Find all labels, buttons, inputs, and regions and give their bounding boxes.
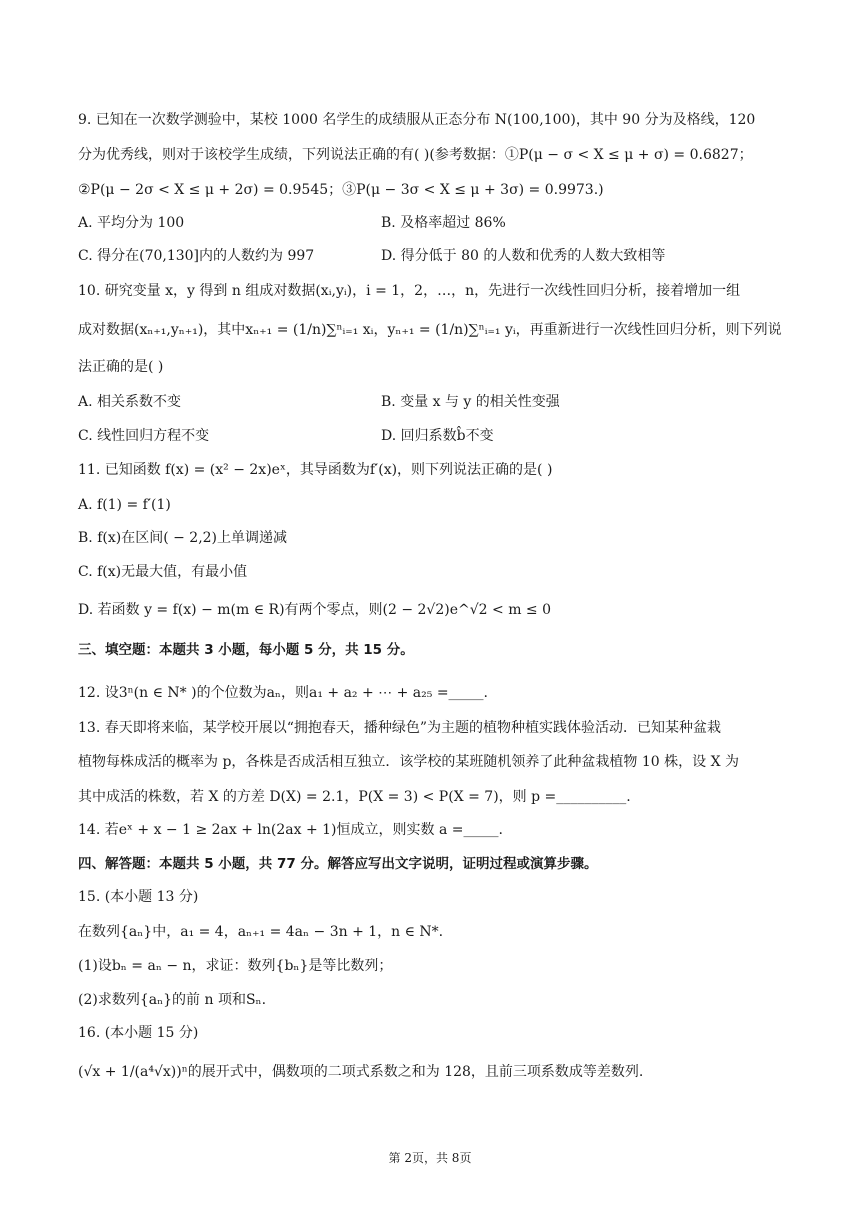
- q13-line-2: 植物每株成活的概率为 p，各株是否成活相互独立．该学校的某班随机领养了此种盆栽植物 10 株，设 X 为: [78, 754, 739, 770]
- q9-line-3: ②P(μ − 2σ < X ≤ μ + 2σ) = 0.9545；③P(μ − 3σ < X ≤ μ + 3σ) = 0.9973.): [78, 182, 604, 198]
- section-fill-in-heading: 三、填空题：本题共 3 小题，每小题 5 分，共 15 分。: [78, 642, 414, 658]
- q10-option-b: B. 变量 x 与 y 的相关性变强: [381, 394, 560, 410]
- q10-line-3: 法正确的是( ): [78, 359, 164, 375]
- q15-line-2: (1)设bₙ = aₙ − n，求证：数列{bₙ}是等比数列；: [78, 958, 393, 974]
- q11-option-d: D. 若函数 y = f(x) − m(m ∈ R)有两个零点，则(2 − 2√2)e^√2 < m ≤ 0: [78, 602, 552, 618]
- q16-line-1: (√x + 1/(a⁴√x))ⁿ的展开式中，偶数项的二项式系数之和为 128，且前三项系数成等差数列.: [78, 1064, 644, 1080]
- q9-line-2: 分为优秀线，则对于该校学生成绩，下列说法正确的有( )(参考数据：①P(μ − σ < X ≤ μ + σ) = 0.6827；: [78, 147, 753, 163]
- q13-line-1: 13. 春天即将来临，某学校开展以“拥抱春天，播种绿色”为主题的植物种植实践体验活动．已知某种盆栽: [78, 720, 722, 736]
- q10-option-d: D. 回归系数b̂不变: [381, 428, 494, 444]
- q11-option-a: A. f(1) = f′(1): [78, 497, 171, 513]
- q11-line-1: 11. 已知函数 f(x) = (x² − 2x)eˣ，其导函数为f′(x)，则下列说法正确的是( ): [78, 462, 553, 478]
- q11-option-c: C. f(x)无最大值，有最小值: [78, 564, 248, 580]
- q10-line-1: 10. 研究变量 x，y 得到 n 组成对数据(xᵢ,yᵢ)，i = 1，2，…，n，先进行一次线性回归分析，接着增加一组: [78, 283, 741, 299]
- q15-line-1: 在数列{aₙ}中，a₁ = 4，aₙ₊₁ = 4aₙ − 3n + 1，n ∈ N*.: [78, 924, 444, 940]
- q9-option-c: C. 得分在(70,130]内的人数约为 997: [78, 248, 315, 264]
- q10-option-a: A. 相关系数不变: [78, 394, 182, 410]
- q10-line-2: 成对数据(xₙ₊₁,yₙ₊₁)，其中xₙ₊₁ = (1/n)∑ⁿᵢ₌₁ xᵢ，yₙ₊₁ = (1/n)∑ⁿᵢ₌₁ yᵢ，再重新进行一次线性回归分析，则下列说: [78, 322, 782, 338]
- q9-option-b: B. 及格率超过 86%: [381, 215, 506, 231]
- section-answer-heading: 四、解答题：本题共 5 小题，共 77 分。解答应写出文字说明，证明过程或演算步骤。: [78, 856, 598, 872]
- q10-option-c: C. 线性回归方程不变: [78, 428, 210, 444]
- q16-header: 16. (本小题 15 分): [78, 1025, 199, 1041]
- q15-header: 15. (本小题 13 分): [78, 889, 199, 905]
- q11-option-b: B. f(x)在区间( − 2,2)上单调递减: [78, 530, 288, 546]
- q12-line: 12. 设3ⁿ(n ∈ N* )的个位数为aₙ，则a₁ + a₂ + ⋯ + a₂₅ =_____.: [78, 685, 488, 701]
- q9-line-1: 9. 已知在一次数学测验中，某校 1000 名学生的成绩服从正态分布 N(100,100)，其中 90 分为及格线，120: [78, 112, 756, 128]
- q14-line: 14. 若eˣ + x − 1 ≥ 2ax + ln(2ax + 1)恒成立，则实数 a =_____.: [78, 822, 503, 838]
- q9-option-a: A. 平均分为 100: [78, 215, 185, 231]
- page-footer: 第 2页，共 8页: [388, 1151, 472, 1165]
- q9-option-d: D. 得分低于 80 的人数和优秀的人数大致相等: [381, 248, 666, 264]
- q15-line-3: (2)求数列{aₙ}的前 n 项和Sₙ.: [78, 992, 267, 1008]
- q13-line-3: 其中成活的株数，若 X 的方差 D(X) = 2.1，P(X = 3) < P(X = 7)，则 p =__________.: [78, 789, 631, 805]
